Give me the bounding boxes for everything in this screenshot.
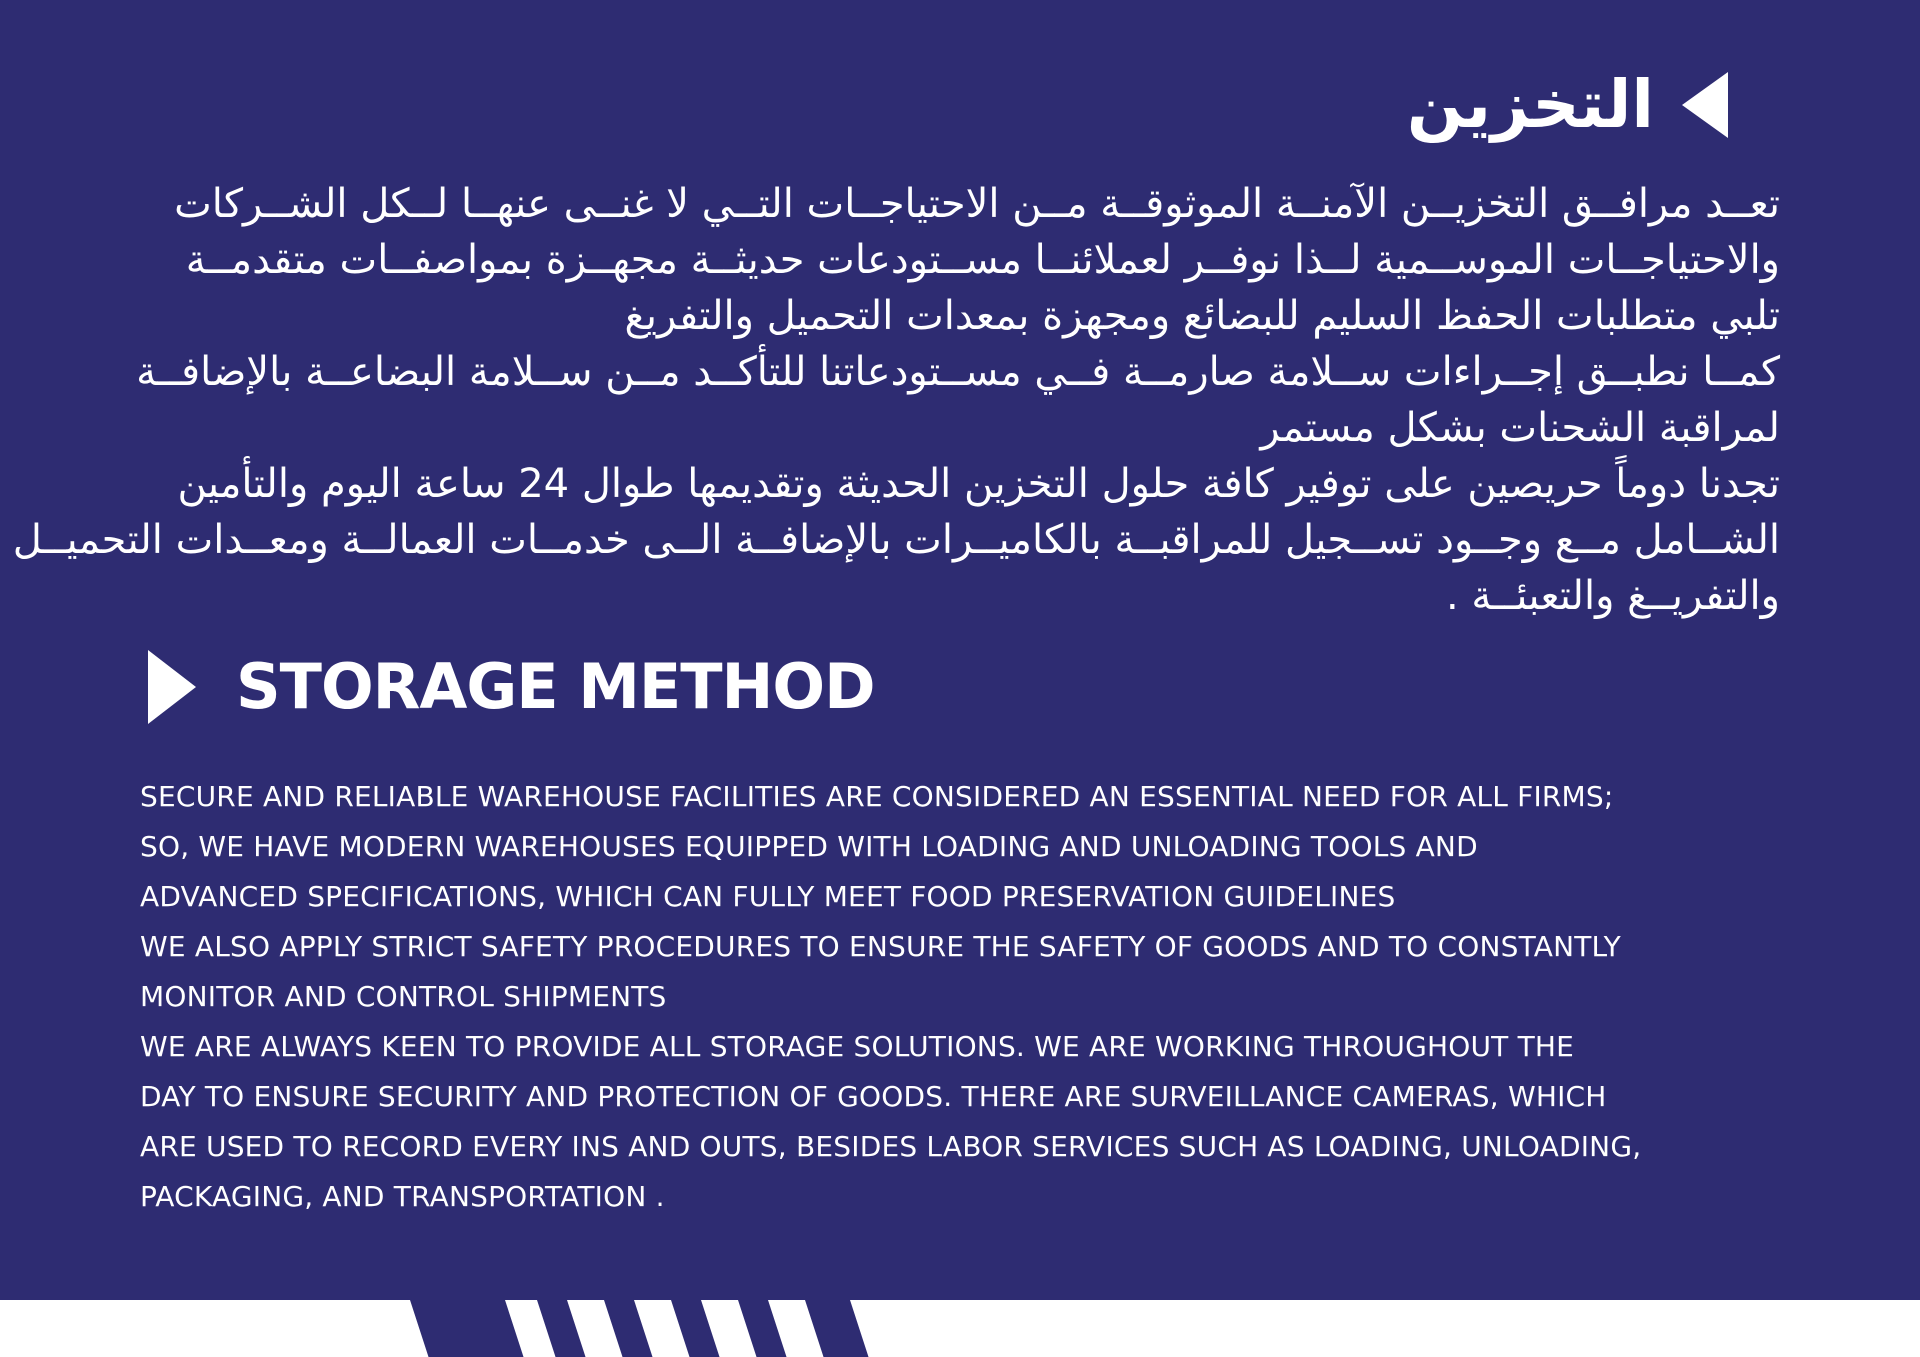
english-text-line: WE ALSO APPLY STRICT SAFETY PROCEDURES TO ENSURE THE SAFETY OF GOODS AND TO CONSTANTLY	[140, 930, 1621, 963]
english-text-line: MONITOR AND CONTROL SHIPMENTS	[140, 980, 667, 1013]
left-triangle-icon	[1682, 72, 1728, 138]
bottom-white-band	[0, 1300, 1920, 1357]
diagonal-stripe-medium	[805, 1300, 869, 1357]
english-text-line: SO, WE HAVE MODERN WAREHOUSES EQUIPPED WITH LOADING AND UNLOADING TOOLS AND	[140, 830, 1478, 863]
diagonal-stripe-thick	[410, 1300, 524, 1357]
english-section-title: STORAGE METHOD	[236, 650, 875, 723]
english-text-line: PACKAGING, AND TRANSPORTATION .	[140, 1180, 665, 1213]
diagonal-stripe	[738, 1300, 787, 1357]
right-triangle-icon	[148, 650, 196, 724]
arabic-text-line: كمــا نطبــق إجــراءات ســلامة صارمــة فــي مســتودعاتنا للتأكــد مــن ســلامة البضاعــة بالإضافــة	[136, 349, 1780, 395]
arabic-text-line: والتفريــغ والتعبئــة .	[1445, 573, 1780, 619]
arabic-paragraph	[12, 176, 1780, 624]
arabic-text-line: لمراقبة الشحنات بشكل مستمر	[1260, 405, 1780, 451]
arabic-text-line: تلبي متطلبات الحفظ السليم للبضائع ومجهزة بمعدات التحميل والتفريغ	[624, 293, 1780, 339]
english-paragraph	[140, 772, 1641, 1222]
arabic-text-line: والاحتياجــات الموســمية لــذا نوفــر لعملائنــا مســتودعات حديثــة مجهــزة بمواصفــات متقدمــة	[185, 237, 1780, 283]
diagonal-stripe	[671, 1300, 720, 1357]
arabic-text-line: تعــد مرافــق التخزيــن الآمنــة الموثوقــة مــن الاحتياجــات التــي لا غنــى عنهــا لــكل الشــركات	[174, 181, 1780, 227]
english-text-line: SECURE AND RELIABLE WAREHOUSE FACILITIES ARE CONSIDERED AN ESSENTIAL NEED FOR ALL FIRMS;	[140, 780, 1614, 813]
arabic-text-line: الشــامل مــع وجــود تســجيل للمراقبــة بالكاميــرات بالإضافــة الــى خدمــات العمالــة ومعــدات التحميــل	[12, 517, 1780, 563]
diagonal-stripe	[604, 1300, 653, 1357]
english-text-line: WE ARE ALWAYS KEEN TO PROVIDE ALL STORAGE SOLUTIONS. WE ARE WORKING THROUGHOUT THE	[140, 1030, 1575, 1063]
english-text-line: DAY TO ENSURE SECURITY AND PROTECTION OF GOODS. THERE ARE SURVEILLANCE CAMERAS, WHICH	[140, 1080, 1607, 1113]
arabic-section-title: التخزين	[1406, 66, 1654, 143]
diagonal-stripe	[537, 1300, 586, 1357]
arabic-title-row	[1406, 66, 1728, 143]
english-text-line: ARE USED TO RECORD EVERY INS AND OUTS, BESIDES LABOR SERVICES SUCH AS LOADING, UNLOADING,	[140, 1130, 1642, 1163]
english-text-line: ADVANCED SPECIFICATIONS, WHICH CAN FULLY MEET FOOD PRESERVATION GUIDELINES	[140, 880, 1396, 913]
english-heading-row	[148, 650, 875, 724]
arabic-text-line: تجدنا دوماً حريصين على توفير كافة حلول التخزين الحديثة وتقديمها طوال 24 ساعة اليوم والتأمين	[177, 461, 1780, 507]
